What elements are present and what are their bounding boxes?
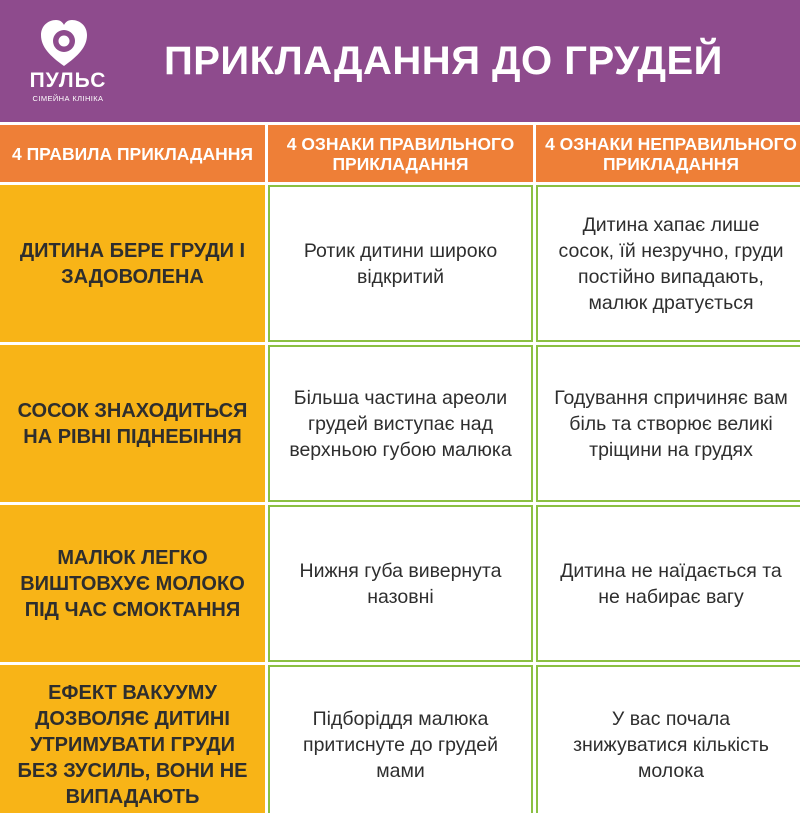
- incorrect-sign-cell: Годування спричиняє вам біль та створює великі тріщини на грудях: [536, 345, 800, 502]
- page-title: ПРИКЛАДАННЯ ДО ГРУДЕЙ: [164, 39, 723, 83]
- incorrect-sign-cell: У вас почала знижуватися кількість молока: [536, 665, 800, 813]
- column-header-rules: 4 ПРАВИЛА ПРИКЛАДАННЯ: [0, 125, 265, 182]
- brand-name: ПУЛЬС: [29, 69, 107, 92]
- rule-cell: ЕФЕКТ ВАКУУМУ ДОЗВОЛЯЄ ДИТИНІ УТРИМУВАТИ ГРУДИ БЕЗ ЗУСИЛЬ, ВОНИ НЕ ВИПАДАЮТЬ: [0, 665, 265, 813]
- brand-logo: [22, 18, 114, 104]
- incorrect-sign-cell: Дитина хапає лише сосок, їй незручно, груди постійно випадають, малюк дратується: [536, 185, 800, 342]
- correct-sign-cell: Підборіддя малюка притиснуте до грудей мами: [268, 665, 533, 813]
- rule-cell: СОСОК ЗНАХОДИТЬСЯ НА РІВНІ ПІДНЕБІННЯ: [0, 345, 265, 502]
- column-header-correct-signs: 4 ОЗНАКИ ПРАВИЛЬНОГО ПРИКЛАДАННЯ: [268, 125, 533, 182]
- correct-sign-cell: Ротик дитини широко відкритий: [268, 185, 533, 342]
- breastfeeding-table: [0, 125, 800, 813]
- brand-subtitle: СІМЕЙНА КЛІНІКА: [32, 94, 104, 103]
- incorrect-sign-cell: Дитина не наїдається та не набирає вагу: [536, 505, 800, 662]
- column-header-incorrect-signs: 4 ОЗНАКИ НЕПРАВИЛЬНОГО ПРИКЛАДАННЯ: [536, 125, 800, 182]
- correct-sign-cell: Нижня губа вивернута назовні: [268, 505, 533, 662]
- heart-ring-icon: [38, 18, 90, 70]
- rule-cell: ДИТИНА БЕРЕ ГРУДИ І ЗАДОВОЛЕНА: [0, 185, 265, 342]
- rule-cell: МАЛЮК ЛЕГКО ВИШТОВХУЄ МОЛОКО ПІД ЧАС СМОКТАННЯ: [0, 505, 265, 662]
- header-banner: [0, 0, 800, 122]
- correct-sign-cell: Більша частина ареоли грудей виступає над верхньою губою малюка: [268, 345, 533, 502]
